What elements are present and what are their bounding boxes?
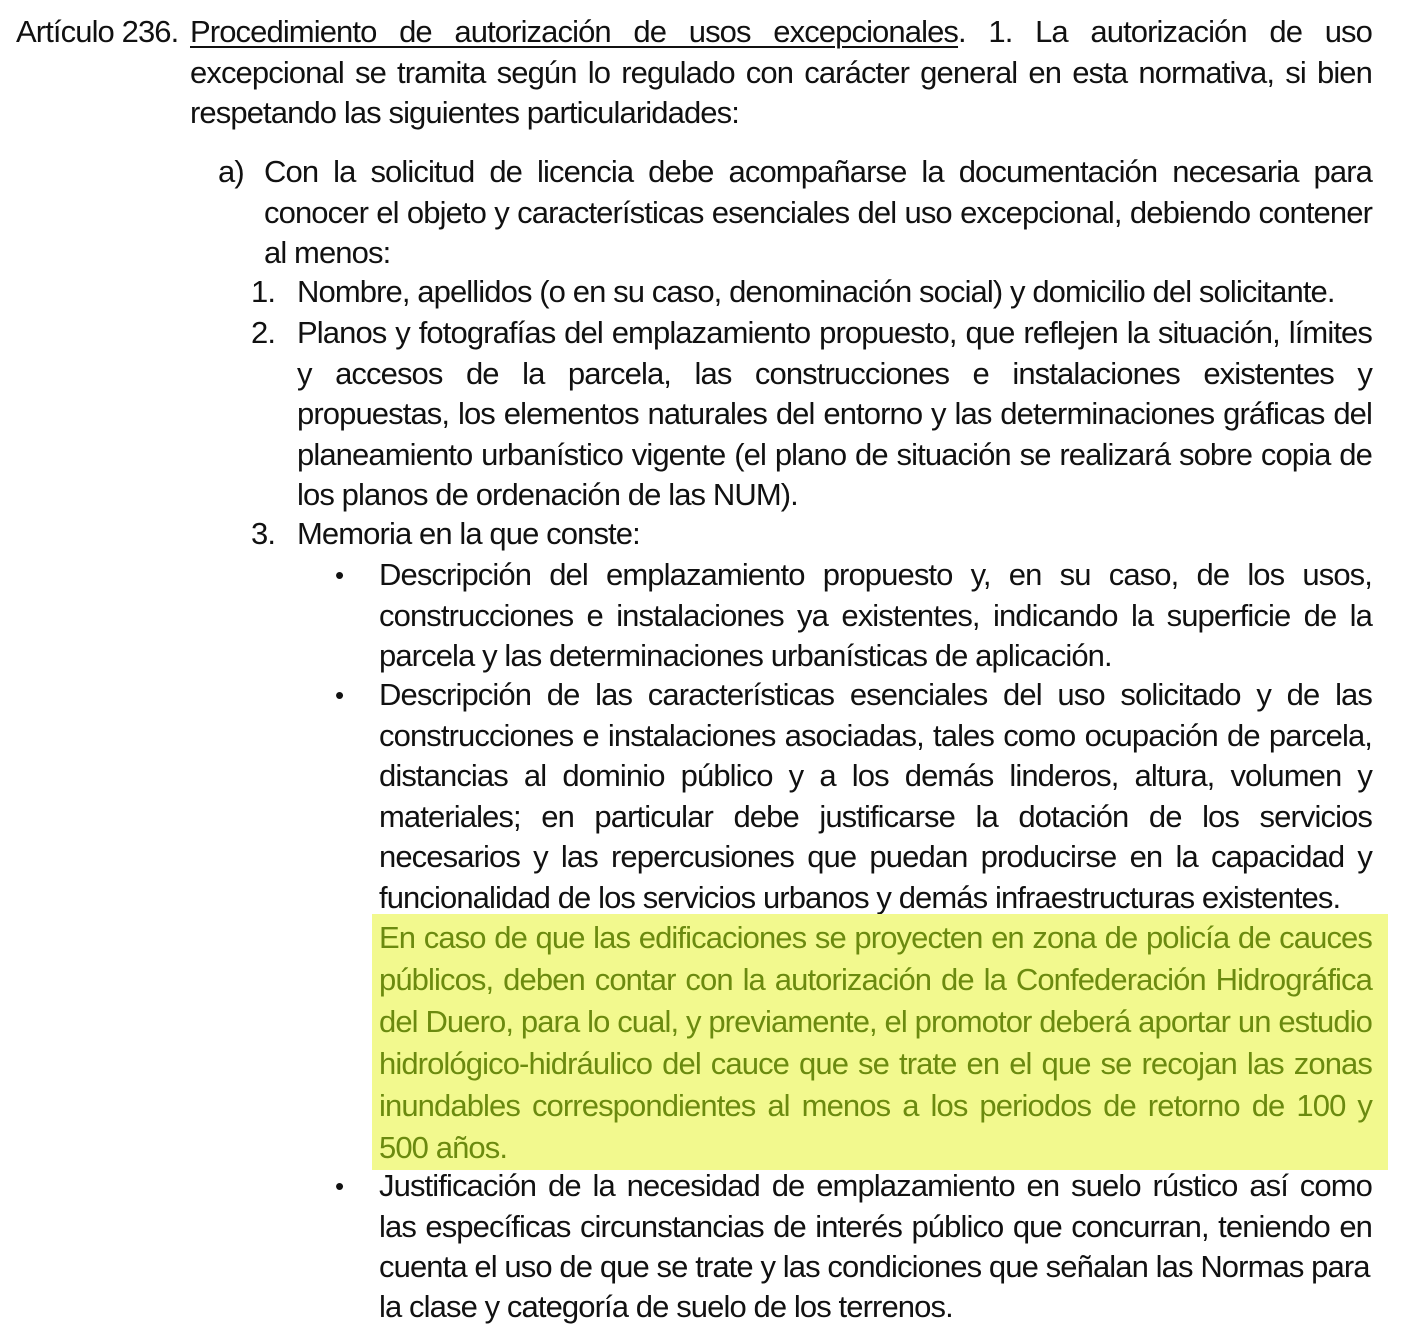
numbered-item-1 [251,272,1372,313]
bullet-item-text: Justificación de la necesidad de emplazamiento en suelo rústico así como las específicas circunstancias de interés público que concurran, teniendo en cuenta el uso de que se trate y las condiciones que señalan las Normas para [379,1168,1372,1284]
bullet-item-text: Descripción de las características esenciales del uso solicitado y de las construcciones e instalaciones asociadas, tales como ocupación de parcela, distancias al dominio público y a los demás linderos, altura, volumen y materiales; en particular debe justificarse la dotación de los servicios necesarios y las repercusiones que puedan producirse en la capacidad y funcionalidad de los servicios urbanos y demás infraestructuras existentes. [379,677,1372,915]
list-marker-a: a) [218,154,244,189]
list-item-a-text: Con la solicitud de licencia debe acompañarse la documentación necesaria para conocer el objeto y características esenciales del uso excepcional, debiendo contener al menos: [264,154,1372,270]
bullet-marker: • [335,680,344,710]
numbered-marker: 3. [251,516,276,551]
cut-off-line: la clase y categoría de suelo de los terrenos. [379,1289,953,1324]
list-item-a [218,152,1372,274]
article-title: Procedimiento de autorización de usos excepcionales [190,14,959,49]
highlighted-note: En caso de que las edificaciones se proyecten en zona de policía de cauces públicos, deben contar con la autorización de la Confederación Hidrográfica del Duero, para lo cual, y previamente, el promotor deberá aportar un estudio hidrológico-hidráulico del cauce que se trate en el que se recojan las zonas inundables correspondientes al menos a los periodos de retorno de 100 y 500 años. [379,920,1372,1165]
numbered-item-text: Nombre, apellidos (o en su caso, denominación social) y domicilio del solicitante. [297,274,1335,309]
numbered-item-3 [251,514,1372,555]
bullet-marker: • [335,1171,344,1201]
numbered-item-2 [251,313,1372,516]
numbered-marker: 1. [251,274,276,309]
numbered-item-text: Memoria en la que conste: [297,516,640,551]
bullet-item-text: Descripción del emplazamiento propuesto y, en su caso, de los usos, construcciones e instalaciones ya existentes, indicando la superficie de la parcela y las determinaciones urbanísticas de aplicación. [379,557,1372,673]
article-title-punct: . [958,14,966,49]
bullet-item-1 [335,555,1372,677]
article-intro: 1. La autorización de uso excepcional se tramita según lo regulado con carácter general en esta normativa, si bien respetando las siguientes particularidades: [190,14,1372,130]
bullet-marker: • [335,560,344,590]
bullet-item-3 [335,1166,1372,1288]
article-paragraph [16,12,1372,134]
article-number: Artículo 236. [16,14,179,49]
numbered-marker: 2. [251,315,276,350]
bullet-item-2 [335,675,1372,918]
numbered-item-text: Planos y fotografías del emplazamiento propuesto, que reflejen la situación, límites y accesos de la parcela, las construcciones e instalaciones existentes y propuestas, los elementos naturales del entorno y las determinaciones gráficas del planeamiento urbanístico vigente (el plano de situación se realizará sobre copia de los planos de ordenación de las NUM). [297,315,1372,512]
